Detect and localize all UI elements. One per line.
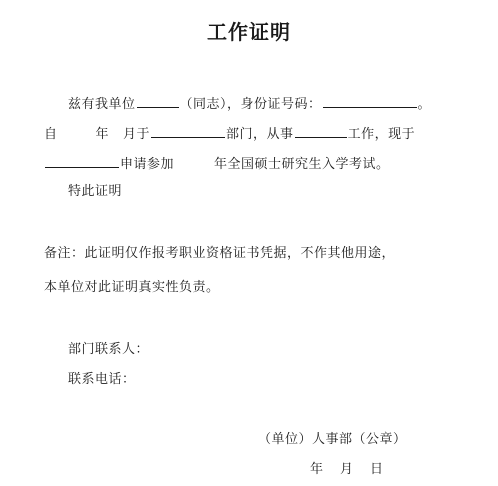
department-label: 部门，从事 bbox=[226, 127, 294, 142]
id-number-blank[interactable] bbox=[323, 94, 417, 108]
note-line-1: 备注：此证明仅作报考职业资格证书凭据，不作其他用途， bbox=[44, 246, 396, 261]
seal-label: （单位）人事部（公章） bbox=[258, 432, 407, 447]
job-blank[interactable] bbox=[295, 124, 347, 138]
from-label: 自 bbox=[44, 127, 58, 142]
certify-text: 特此证明 bbox=[68, 184, 123, 199]
contact-person-label: 部门联系人： bbox=[68, 342, 150, 357]
job-label: 工作，现于 bbox=[347, 127, 416, 142]
line-exam bbox=[44, 154, 390, 173]
note-line-2: 本单位对此证明真实性负责。 bbox=[44, 280, 220, 295]
name-blank[interactable] bbox=[137, 94, 179, 108]
intro-text: 兹有我单位 bbox=[68, 97, 136, 112]
line-employment bbox=[44, 124, 415, 143]
year-label: 年 bbox=[95, 127, 110, 142]
line-intro bbox=[68, 94, 431, 113]
line1-end: 。 bbox=[417, 97, 432, 112]
department-blank[interactable] bbox=[151, 124, 225, 138]
document-title: 工作证明 bbox=[207, 20, 291, 44]
date-label: 年 月 日 bbox=[310, 462, 386, 477]
current-location-blank[interactable] bbox=[45, 154, 119, 168]
contact-phone-label: 联系电话： bbox=[68, 372, 136, 387]
exam-label: 年全国硕士研究生入学考试。 bbox=[214, 157, 390, 172]
id-label: （同志），身份证号码： bbox=[179, 97, 322, 112]
apply-label: 申请参加 bbox=[120, 157, 175, 172]
month-label: 月于 bbox=[123, 127, 151, 142]
